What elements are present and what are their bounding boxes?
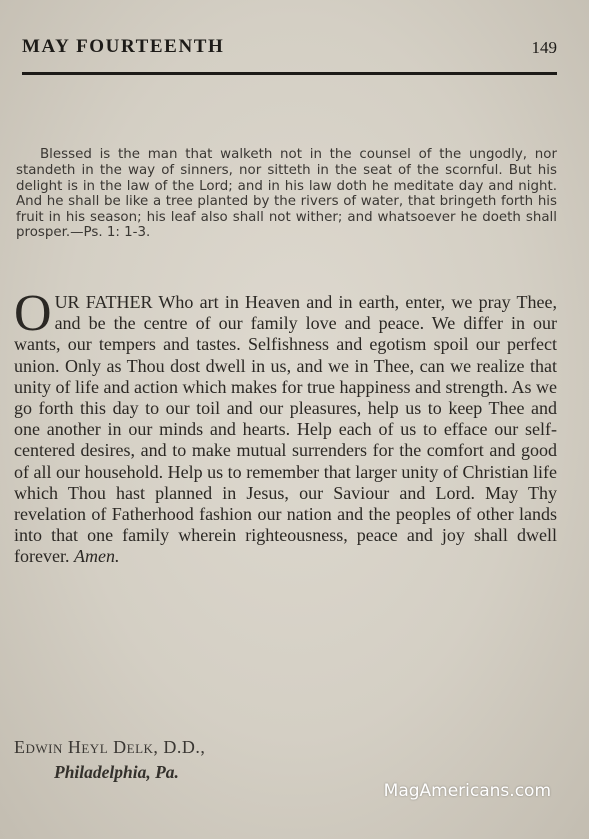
header-rule <box>22 72 557 75</box>
page-title: MAY FOURTEENTH <box>22 36 225 57</box>
page-number: 149 <box>531 38 557 57</box>
prayer-amen: Amen. <box>73 546 120 567</box>
scripture-passage: Blessed is the man that walketh not in the counsel of the ungodly, nor standeth in the way of sinners, nor sitteth in the seat of the scornful. But his delight is in the law of the Lord; and in his law doth he meditate day and night. And he shall be like a tree planted by the rivers of water, that bringeth forth his fruit in his season; his leaf also shall not wither; and whatsoever he doeth shall prosper.—Ps. 1: 1-3. <box>16 147 557 241</box>
prayer-text <box>14 285 557 568</box>
author-city: Philadelphia, Pa. <box>54 762 179 782</box>
prayer-body: UR FATHER Who art in Heaven and in earth, enter, we pray Thee, and be the centre of our family love and peace. We differ in our wants, our tempers and tastes. Selfishness and egotism spoil our perfect union. Only as Thou dost dwell in us, and we in Thee, can we realize that unity of life and action which makes for true happiness and strength. As we go forth this day to our toil and our pleasures, help us to keep Thee and one another in our minds and hearts. Help each of us to efface our self-centered desires, and to make mutual surrenders for the comfort and good of all our household. Help us to remember that larger unity of Christian life which Thou hast planned in Jesus, our Saviour and Lord. May Thy revelation of Fatherhood fashion our nation and the peoples of other lands into that one family wherein righteousness, peace and joy shall dwell forever. <box>14 292 557 567</box>
page-header <box>22 36 557 64</box>
watermark: MagAmericans.com <box>383 781 551 801</box>
author-name: Edwin Heyl Delk, D.D., <box>14 737 206 757</box>
drop-cap: O <box>14 285 52 342</box>
